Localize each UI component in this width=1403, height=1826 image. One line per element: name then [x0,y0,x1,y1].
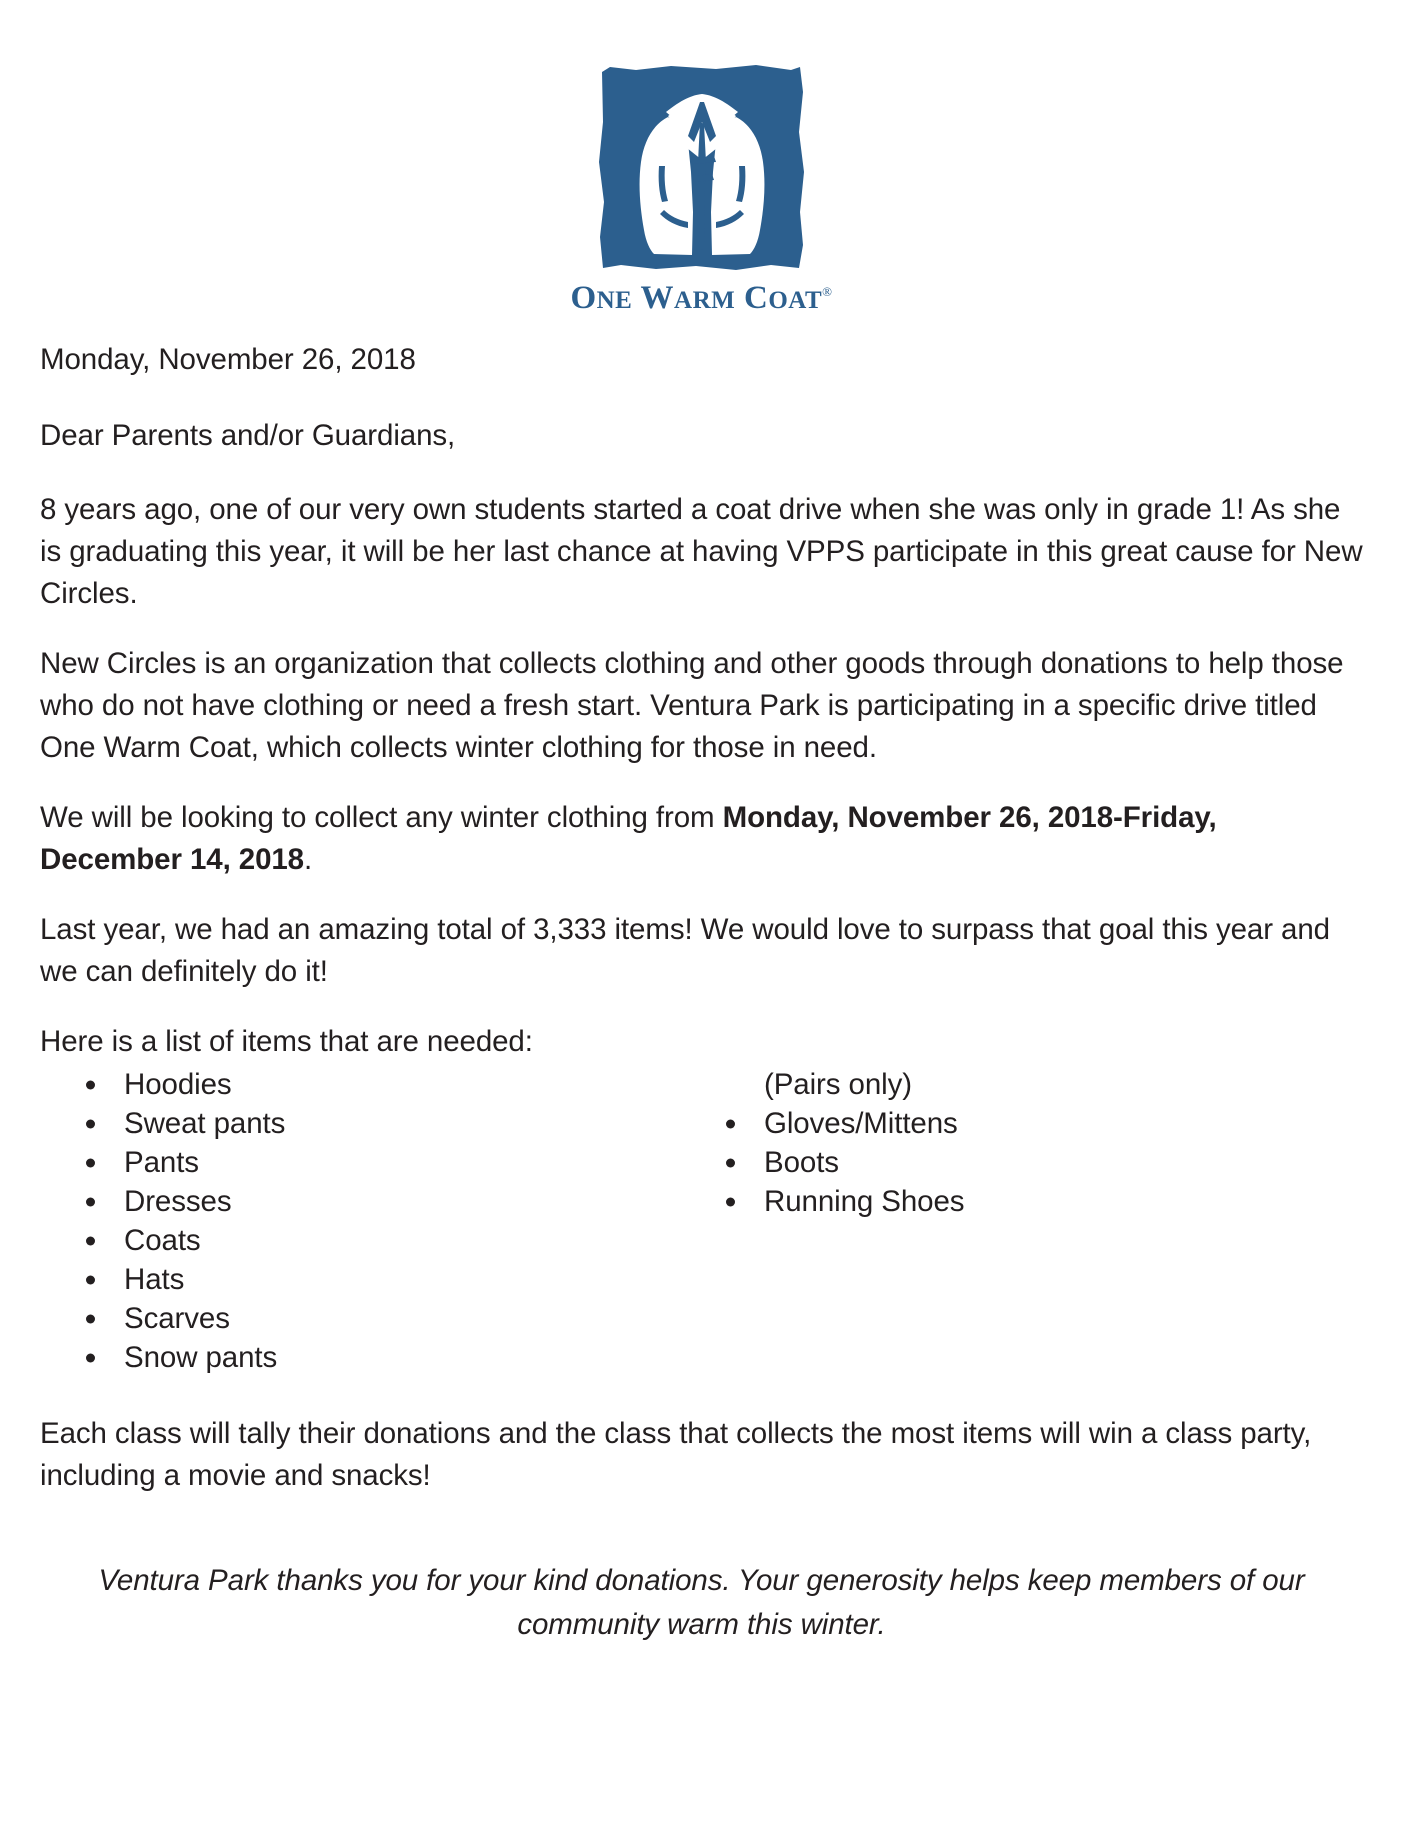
logo-word-one-cap: O [570,280,597,316]
list-item-label: Hats [124,1263,185,1296]
bullet-icon [86,1197,95,1206]
bullet-icon [726,1197,735,1206]
list-item-label: Scarves [124,1302,230,1335]
bullet-icon [86,1119,95,1128]
letter-signoff: Ventura Park thanks you for your kind donations. Your generosity helps keep members of our community warm this winter. [98,1564,1305,1641]
list-item [726,1143,1363,1182]
list-item-label: Snow pants [124,1341,278,1374]
list-item [86,1143,680,1182]
letter-date: Monday, November 26, 2018 [40,343,416,376]
list-item-label: Boots [764,1146,839,1179]
needed-items-heading: Here is a list of items that are needed: [40,1025,533,1058]
registered-trademark-icon: ® [822,284,833,299]
bullet-icon [86,1236,95,1245]
list-item-label: Hoodies [124,1068,232,1101]
needed-items-list-left [40,1065,680,1377]
pairs-only-note: (Pairs only) [764,1068,912,1101]
bullet-icon [86,1275,95,1284]
bullet-icon [726,1119,735,1128]
collection-dates: Monday, November 26, 2018-Friday, December 14, 2018 [40,801,1217,876]
list-item [726,1182,1363,1221]
bullet-icon [86,1314,95,1323]
list-item-label: Dresses [124,1185,232,1218]
letter-body [40,339,1363,1647]
collection-tail-text: . [304,843,313,876]
list-item [86,1299,680,1338]
list-item-label: Running Shoes [764,1185,965,1218]
paragraph-last-year-total: Last year, we had an amazing total of 3,333 items! We would love to surpass that goal this year and we can definitely do it! [40,913,1330,988]
logo-word-one-rest: NE [596,287,633,314]
one-warm-coat-logo [40,0,1363,315]
paragraph-new-circles: New Circles is an organization that collects clothing and other goods through donations to help those who do not have clothing or need a fresh start. Ventura Park is participating in a specific drive titled One Warm Coat, which collects winter clothing for those in need. [40,647,1344,764]
logo-wordmark [570,282,832,315]
list-item [86,1221,680,1260]
logo-word-warm-cap: W [640,280,675,316]
list-item-label: Gloves/Mittens [764,1107,958,1140]
list-item-label: Pants [124,1146,199,1179]
list-item [726,1104,1363,1143]
list-item [86,1338,680,1377]
needed-items-list-right [680,1104,1363,1221]
bullet-icon [726,1158,735,1167]
list-item [86,1104,680,1143]
bullet-icon [86,1353,95,1362]
coat-logo-icon [596,62,808,274]
bullet-icon [86,1158,95,1167]
list-item [86,1260,680,1299]
letter-salutation: Dear Parents and/or Guardians, [40,419,456,452]
logo-word-coat-rest: OAT [768,287,823,314]
bullet-icon [86,1080,95,1089]
list-item-label: Coats [124,1224,201,1257]
collection-lead-text: We will be looking to collect any winter clothing from [40,801,723,834]
needed-items-columns [40,1065,1363,1377]
paragraph-collection-window [40,797,1363,881]
logo-word-warm-rest: ARM [674,287,736,314]
list-item [86,1065,680,1104]
paragraph-class-contest: Each class will tally their donations and the class that collects the most items will win a class party, including a movie and snacks! [40,1417,1312,1492]
needed-items-column-left [40,1065,680,1377]
logo-word-coat-cap: C [743,280,769,316]
list-item-label: Sweat pants [124,1107,286,1140]
paragraph-intro: 8 years ago, one of our very own students started a coat drive when she was only in grade 1! As she is graduating this year, it will be her last chance at having VPPS participate in this great cause for New Circles. [40,493,1363,610]
needed-items-column-right [680,1065,1363,1221]
list-item [86,1182,680,1221]
